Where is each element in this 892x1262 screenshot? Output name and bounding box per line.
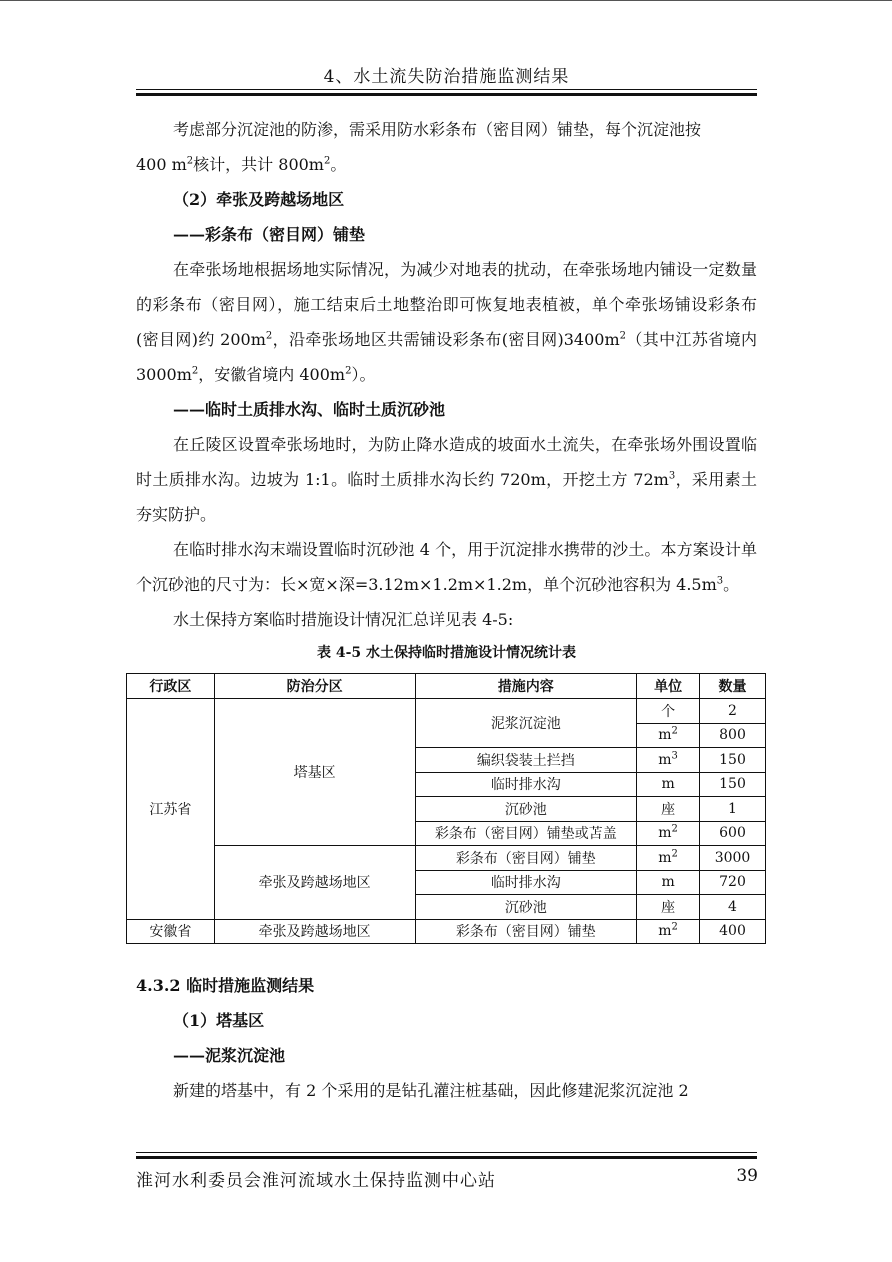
measures-table (126, 673, 766, 944)
qty-cell: 3000 (700, 846, 766, 871)
measure-cell: 临时排水沟 (415, 772, 637, 797)
unit-cell: 个 (637, 699, 700, 724)
qty-cell: 150 (700, 748, 766, 773)
table-row (127, 699, 766, 724)
qty-cell: 600 (700, 821, 766, 846)
unit-cell: 座 (637, 797, 700, 822)
qty-cell: 2 (700, 699, 766, 724)
paragraph-4: 在临时排水沟末端设置临时沉砂池 4 个，用于沉淀排水携带的沙土。本方案设计单个沉砂池的尺寸为：长×宽×深=3.12m×1.2m×1.2m，单个沉砂池容积为 $4.5m^3$。 (136, 540, 757, 594)
paragraph-1a: 考虑部分沉淀池的防渗，需采用防水彩条布（密目网）铺垫，每个沉淀池按 (173, 120, 702, 139)
measure-cell: 泥浆沉淀池 (415, 699, 637, 748)
unit-cell: $m^2$ (637, 723, 700, 748)
section-tower-title: （1）塔基区 (173, 1011, 265, 1030)
zone-cell: 塔基区 (214, 699, 415, 846)
subsection-mud-title: ——泥浆沉淀池 (173, 1046, 286, 1065)
table-header-row (127, 674, 766, 699)
top-border-line (0, 0, 892, 1)
header-rule-thick (136, 93, 757, 96)
unit-cell: $m^3$ (637, 748, 700, 773)
page-header: 4、水土流失防治措施监测结果 (323, 67, 570, 87)
section-432-title: 4.3.2 临时措施监测结果 (136, 976, 315, 995)
paragraph-1b: 400 $m^2$核计，共计 $800m^2$。 (136, 155, 347, 174)
measure-cell: 沉砂池 (415, 797, 637, 822)
table-row (127, 846, 766, 871)
table-header-cell: 防治分区 (214, 674, 415, 699)
measure-cell: 沉砂池 (415, 895, 637, 920)
subsection-ditch-title: ——临时土质排水沟、临时土质沉砂池 (173, 400, 446, 419)
unit-cell: 座 (637, 895, 700, 920)
subsection-tarp-title: ——彩条布（密目网）铺垫 (173, 225, 366, 244)
paragraph-6: 新建的塔基中，有 2 个采用的是钻孔灌注桩基础，因此修建泥浆沉淀池 2 (173, 1081, 689, 1100)
qty-cell: 4 (700, 895, 766, 920)
table-header-cell: 单位 (637, 674, 700, 699)
table-caption: 表 4-5 水土保持临时措施设计情况统计表 (316, 645, 577, 661)
unit-cell: $m^2$ (637, 821, 700, 846)
qty-cell: 150 (700, 772, 766, 797)
paragraph-3: 在丘陵区设置牵张场地时，为防止降水造成的坡面水土流失，在牵张场外围设置临时土质排水沟。边坡为 1:1。临时土质排水沟长约 720m，开挖土方 $72m^3$，采用素土夯实防护。 (136, 435, 757, 524)
measure-cell: 彩条布（密目网）铺垫或苫盖 (415, 821, 637, 846)
unit-cell: $m^2$ (637, 846, 700, 871)
section-pull-title: （2）牵张及跨越场地区 (173, 190, 345, 209)
qty-cell: 800 (700, 723, 766, 748)
page-content (136, 112, 757, 1108)
measure-cell: 彩条布（密目网）铺垫 (415, 919, 637, 944)
unit-cell: m (637, 870, 700, 895)
paragraph-2: 在牵张场地根据场地实际情况，为减少对地表的扰动，在牵张场地内铺设一定数量的彩条布（密目网），施工结束后土地整治即可恢复地表植被，单个牵张场铺设彩条布(密目网)约 $200m^2$，沿牵张场地区共需铺设彩条布(密目网)$3400m^2$（其中江苏省境内 $3000m^2$，安徽省境内 $400m^2$）。 (136, 260, 757, 384)
qty-cell: 1 (700, 797, 766, 822)
table-header-cell: 数量 (700, 674, 766, 699)
measure-cell: 编织袋装土拦挡 (415, 748, 637, 773)
unit-cell: $m^2$ (637, 919, 700, 944)
footer-organization: 淮河水利委员会淮河流域水土保持监测中心站 (136, 1171, 496, 1191)
measure-cell: 临时排水沟 (415, 870, 637, 895)
footer-rule-thick (136, 1156, 757, 1159)
region-cell: 安徽省 (127, 919, 215, 944)
table-row (127, 919, 766, 944)
unit-cell: m (637, 772, 700, 797)
page-number: 39 (736, 1166, 758, 1186)
zone-cell: 牵张及跨越场地区 (214, 919, 415, 944)
paragraph-5: 水土保持方案临时措施设计情况汇总详见表 4-5: (173, 610, 514, 629)
region-cell: 江苏省 (127, 699, 215, 920)
table-header-cell: 行政区 (127, 674, 215, 699)
zone-cell: 牵张及跨越场地区 (214, 846, 415, 920)
table-header-cell: 措施内容 (415, 674, 637, 699)
footer-rule-thin (136, 1152, 757, 1153)
qty-cell: 400 (700, 919, 766, 944)
measure-cell: 彩条布（密目网）铺垫 (415, 846, 637, 871)
qty-cell: 720 (700, 870, 766, 895)
header-rule-thin (136, 89, 757, 90)
